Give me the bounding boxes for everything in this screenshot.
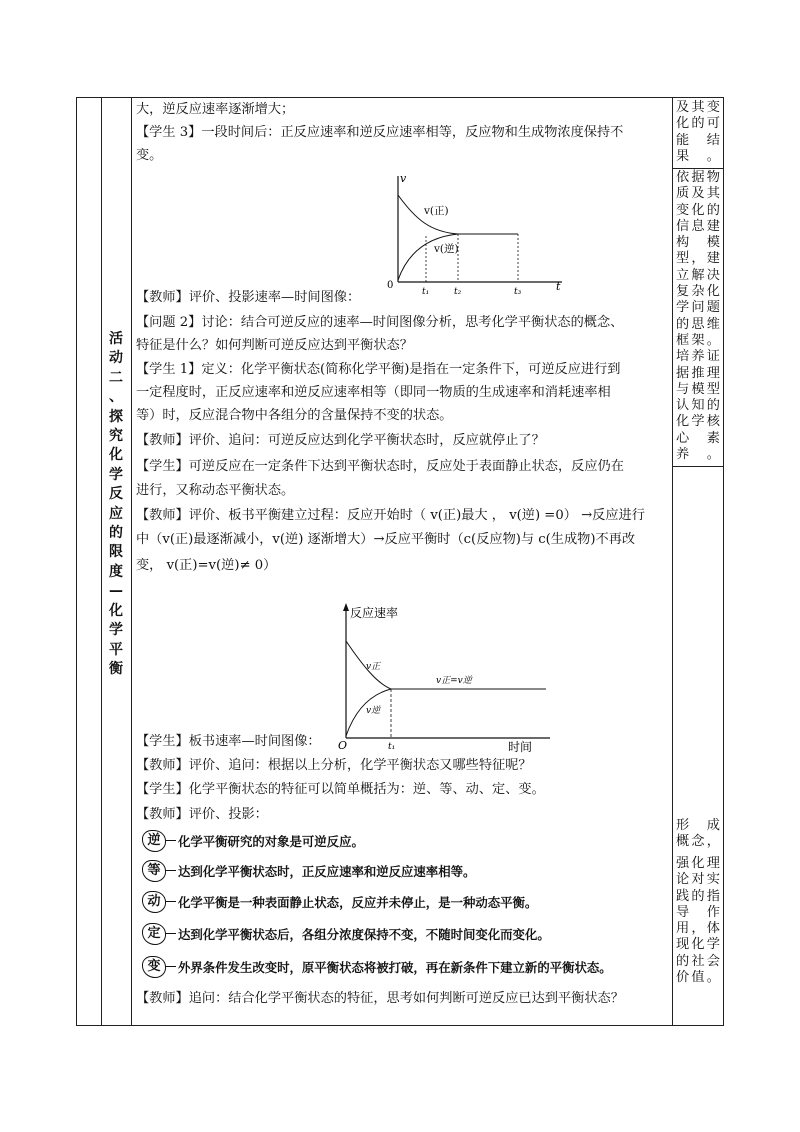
feature-text: 达到化学平衡状态后，各组分浓度保持不变，不随时间变化而变化。 xyxy=(178,927,550,942)
design-intent-line: 变化的 xyxy=(676,202,720,218)
design-intent-line: 构 模 xyxy=(676,235,720,251)
feature-badge: 动 xyxy=(142,891,166,913)
right-cell-divider-2 xyxy=(672,466,723,467)
activity-title-char: 度 xyxy=(109,563,123,580)
x-axis-label: t xyxy=(556,280,561,293)
connector-line xyxy=(166,966,176,967)
speaker-tag: 【教师】 xyxy=(136,290,189,305)
y-axis-label: v xyxy=(400,172,407,185)
activity-title-char: 学 xyxy=(109,466,123,483)
x-axis-label: 时间 xyxy=(508,740,533,753)
design-intent-line: 形成 xyxy=(676,818,720,833)
activity-title-char: 二 xyxy=(109,369,123,386)
paragraph-text: 变。 xyxy=(136,148,163,163)
paragraph xyxy=(136,334,668,357)
feature-item xyxy=(136,859,668,885)
design-intent-line: 立解决 xyxy=(676,267,720,283)
feature-badge: 逆 xyxy=(142,830,166,852)
design-intent-line: 导作 xyxy=(676,904,720,920)
activity-title-char: 的 xyxy=(109,525,123,542)
reverse-rate-curve xyxy=(398,234,458,280)
paragraph xyxy=(136,479,668,502)
feature-badge: 变 xyxy=(142,956,166,978)
design-intent-line: 信息建 xyxy=(676,218,720,234)
design-intent-line: 强化理 xyxy=(676,856,720,871)
activity-title-char: 化 xyxy=(109,447,123,464)
speaker-tag: 【教师】 xyxy=(136,991,189,1006)
y-axis-label: 反应速率 xyxy=(350,606,399,620)
equal-rate-label: v正=v逆 xyxy=(436,676,472,686)
feature-item xyxy=(136,829,668,855)
paragraph-text: 化学平衡状态的特征可以简单概括为：逆、等、动、定、变。 xyxy=(188,782,545,797)
design-intent-line: 论对实 xyxy=(676,872,720,888)
paragraph-text: 特征是什么？如何判断可逆反应达到平衡状态？ xyxy=(136,338,413,353)
paragraph xyxy=(136,554,668,577)
activity-title-char: 动 xyxy=(109,350,123,367)
paragraph xyxy=(136,429,668,452)
design-intent-line: 依据物 xyxy=(676,170,720,185)
activity-title-char: 化 xyxy=(109,602,123,619)
design-intent-line: 践的指 xyxy=(676,888,720,904)
feature-item xyxy=(136,955,668,981)
paragraph xyxy=(136,455,668,478)
paragraph xyxy=(136,358,668,381)
feature-item xyxy=(136,890,668,916)
paragraph xyxy=(136,311,668,334)
paragraph-text: 讨论：结合可逆反应的速率—时间图像分析，思考化学平衡状态的概念、 xyxy=(201,315,624,330)
activity-title xyxy=(104,330,128,679)
speaker-tag: 【问题 2】 xyxy=(136,315,202,330)
activity-title-char: — xyxy=(109,583,123,600)
speaker-tag: 【学生 3】 xyxy=(136,125,202,140)
paragraph xyxy=(136,504,668,527)
activity-title-char: 限 xyxy=(109,544,123,561)
design-intent-line: 框架。 xyxy=(676,332,720,348)
paragraph-text: 可逆反应在一定条件下达到平衡状态时，反应处于表面静止状态，反应仍在 xyxy=(188,459,624,474)
design-intent-line: 能 结 xyxy=(676,132,720,148)
origin-label: 0 xyxy=(387,280,394,291)
forward-curve-label: v正 xyxy=(366,662,381,672)
connector-line xyxy=(166,840,176,841)
activity-title-char: 平 xyxy=(109,641,123,658)
speaker-tag: 【学生 1】 xyxy=(136,362,202,377)
feature-text: 化学平衡是一种表面静止状态，反应并未停止，是一种动态平衡。 xyxy=(178,895,538,910)
paragraph xyxy=(136,286,668,309)
paragraph xyxy=(136,144,668,167)
design-intent-line: 现化学 xyxy=(676,937,720,953)
paragraph xyxy=(136,754,668,777)
design-intent-line: 培养证 xyxy=(676,349,720,365)
speaker-tag: 【学生】 xyxy=(136,459,189,474)
design-intent-line: 据推理 xyxy=(676,365,720,381)
feature-badge: 定 xyxy=(142,923,166,945)
speaker-tag: 【教师】 xyxy=(136,508,189,523)
connector-line xyxy=(166,870,176,871)
paragraph-text: 变， v(正)=v(逆)≠ 0） xyxy=(136,558,277,573)
design-intent-block-2 xyxy=(676,170,720,463)
design-intent-line: 用，体 xyxy=(676,921,720,937)
paragraph-text: 大，逆反应速率逐渐增大； xyxy=(136,102,295,117)
origin-label: O xyxy=(338,739,348,752)
design-intent-line: 学问题 xyxy=(676,300,720,316)
activity-title-char: 究 xyxy=(109,428,123,445)
paragraph xyxy=(136,778,668,801)
design-intent-line: 复杂化 xyxy=(676,284,720,300)
activity-title-char: 应 xyxy=(109,505,123,522)
design-intent-line: 果。 xyxy=(676,148,720,164)
design-intent-line: 型，建 xyxy=(676,251,720,267)
speaker-tag: 【学生】 xyxy=(136,734,189,749)
reverse-curve-label: v(逆) xyxy=(434,243,459,255)
activity-title-char: 探 xyxy=(109,408,123,425)
feature-badge: 等 xyxy=(142,860,166,882)
paragraph xyxy=(136,528,668,551)
paragraph-text: 评价、投影： xyxy=(188,807,268,822)
tick-label: t₁ xyxy=(422,287,430,295)
design-intent-line: 与模型 xyxy=(676,381,720,397)
paragraph-text: 一段时间后：正反应速率和逆反应速率相等，反应物和生成物浓度保持不 xyxy=(201,125,624,140)
feature-text: 外界条件发生改变时，原平衡状态将被打破，再在新条件下建立新的平衡状态。 xyxy=(178,960,612,975)
design-intent-line: 化的可 xyxy=(676,116,720,132)
design-intent-line: 及其变 xyxy=(676,100,720,115)
design-intent-line: 心 素 xyxy=(676,430,720,446)
design-intent-line: 质及其 xyxy=(676,186,720,202)
feature-text: 达到化学平衡状态时，正反应速率和逆反应速率相等。 xyxy=(178,864,476,879)
paragraph xyxy=(136,404,668,427)
tick-label: t₁ xyxy=(388,742,396,752)
paragraph xyxy=(136,98,668,121)
paragraph-text: 评价、追问：根据以上分析，化学平衡状态又哪些特征呢？ xyxy=(188,758,532,773)
design-intent-line: 养。 xyxy=(676,447,720,463)
paragraph-text: 评价、追问：可逆反应达到化学平衡状态时，反应就停止了？ xyxy=(188,433,545,448)
table-divider-2 xyxy=(131,97,132,1026)
rate-time-chart-1 xyxy=(386,170,566,295)
feature-text: 化学平衡研究的对象是可逆反应。 xyxy=(178,834,364,849)
design-intent-line: 价值。 xyxy=(676,970,720,986)
table-border-right xyxy=(723,97,724,1026)
forward-rate-curve xyxy=(398,195,518,234)
tick-label: t₃ xyxy=(514,287,522,295)
forward-curve-label: v(正) xyxy=(424,205,449,217)
tick-label: t₂ xyxy=(454,287,462,295)
paragraph xyxy=(136,121,668,144)
speaker-tag: 【教师】 xyxy=(136,433,189,448)
speaker-tag: 【教师】 xyxy=(136,758,189,773)
activity-title-char: 活 xyxy=(109,331,123,347)
paragraph-text: 评价、板书平衡建立过程：反应开始时（ v(正)最大 ， v(逆) =0） →反应进行 xyxy=(188,508,645,523)
design-intent-line: 化学核 xyxy=(676,414,720,430)
design-intent-line: 的思维 xyxy=(676,316,720,332)
connector-line xyxy=(166,901,176,902)
activity-title-char: 衡 xyxy=(109,660,123,677)
design-intent-block-3 xyxy=(676,818,720,851)
design-intent-block-1 xyxy=(676,100,720,165)
paragraph-text: 等）时，反应混合物中各组分的含量保持不变的状态。 xyxy=(136,408,453,423)
y-axis-arrow xyxy=(343,603,349,611)
connector-line xyxy=(166,933,176,934)
paragraph-text: 追问：结合化学平衡状态的特征，思考如何判断可逆反应已达到平衡状态？ xyxy=(188,991,624,1006)
design-intent-line: 概念， xyxy=(676,834,720,850)
paragraph xyxy=(136,803,668,826)
design-intent-block-4 xyxy=(676,856,720,986)
table-border-left xyxy=(76,97,77,1026)
design-intent-line: 认知的 xyxy=(676,398,720,414)
speaker-tag: 【教师】 xyxy=(136,807,189,822)
activity-title-char: 学 xyxy=(109,622,123,639)
paragraph-text: 定义：化学平衡状态(简称化学平衡)是指在一定条件下，可逆反应进行到 xyxy=(201,362,621,377)
feature-item xyxy=(136,922,668,948)
paragraph-text: 评价、投影速率—时间图像： xyxy=(188,290,361,305)
table-divider-1 xyxy=(101,97,102,1026)
paragraph-text: 中（v(正)最逐渐减小，v(逆) 逐渐增大）→反应平衡时（c(反应物)与 c(生成物)不再改 xyxy=(136,532,636,547)
paragraph xyxy=(136,987,668,1010)
paragraph-text: 进行，又称动态平衡状态。 xyxy=(136,483,295,498)
activity-title-char: 、 xyxy=(109,389,123,406)
paragraph xyxy=(136,381,668,404)
paragraph-text: 板书速率—时间图像： xyxy=(188,734,321,749)
design-intent-line: 的社会 xyxy=(676,953,720,969)
table-border-bottom xyxy=(76,1025,723,1026)
speaker-tag: 【学生】 xyxy=(136,782,189,797)
paragraph-text: 一定程度时，正反应速率和逆反应速率相等（即同一物质的生成速率和消耗速率相 xyxy=(136,385,611,400)
activity-title-char: 反 xyxy=(109,486,123,503)
paragraph xyxy=(136,730,668,753)
right-cell-divider-1 xyxy=(672,168,723,169)
reverse-curve-label: v逆 xyxy=(366,706,381,716)
table-divider-3 xyxy=(672,97,673,1026)
